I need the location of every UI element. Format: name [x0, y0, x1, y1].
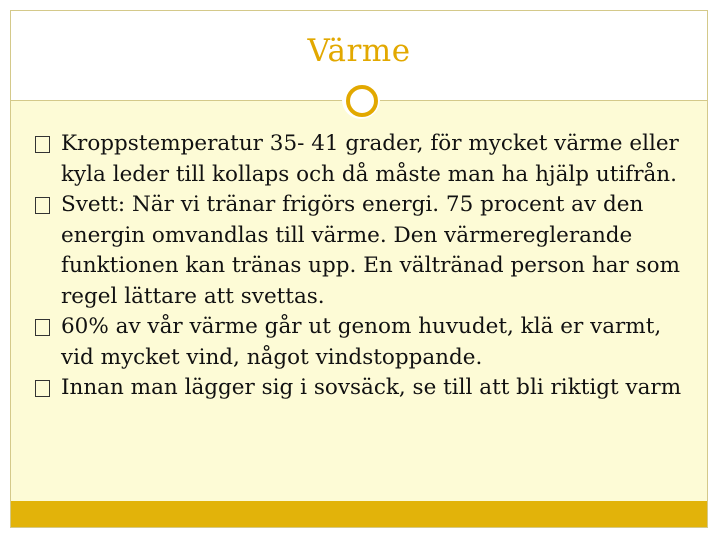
bullet-item — [35, 190, 699, 312]
bullet-text: 60% av vår värme går ut genom huvudet, klä er varmt, vid mycket vind, något vindstoppande. — [61, 314, 662, 370]
bullet-text: Kroppstemperatur 35- 41 grader, för mycket värme eller kyla leder till kollaps och då måste man ha hjälp utifrån. — [61, 131, 679, 187]
footer-bar — [11, 501, 707, 527]
bullet-item — [35, 373, 699, 404]
bullet-text: Innan man lägger sig i sovsäck, se till att bli riktigt varm — [61, 375, 682, 400]
square-bullet-icon — [35, 136, 50, 153]
square-bullet-icon — [35, 319, 50, 336]
slide — [10, 10, 708, 528]
square-bullet-icon — [35, 197, 50, 214]
bullet-item — [35, 312, 699, 373]
square-bullet-icon — [35, 380, 50, 397]
ring-ornament-icon — [342, 81, 380, 119]
content-area — [11, 101, 707, 503]
slide-title: Värme — [307, 33, 411, 69]
bullet-list — [35, 129, 699, 404]
bullet-item — [35, 129, 699, 190]
ring-ornament-inner — [346, 85, 378, 117]
bullet-text: Svett: När vi tränar frigörs energi. 75 procent av den energin omvandlas till värme. Den värmereglerande funktionen kan tränas upp. En vältränad person har som regel lättare att svettas. — [61, 192, 681, 309]
